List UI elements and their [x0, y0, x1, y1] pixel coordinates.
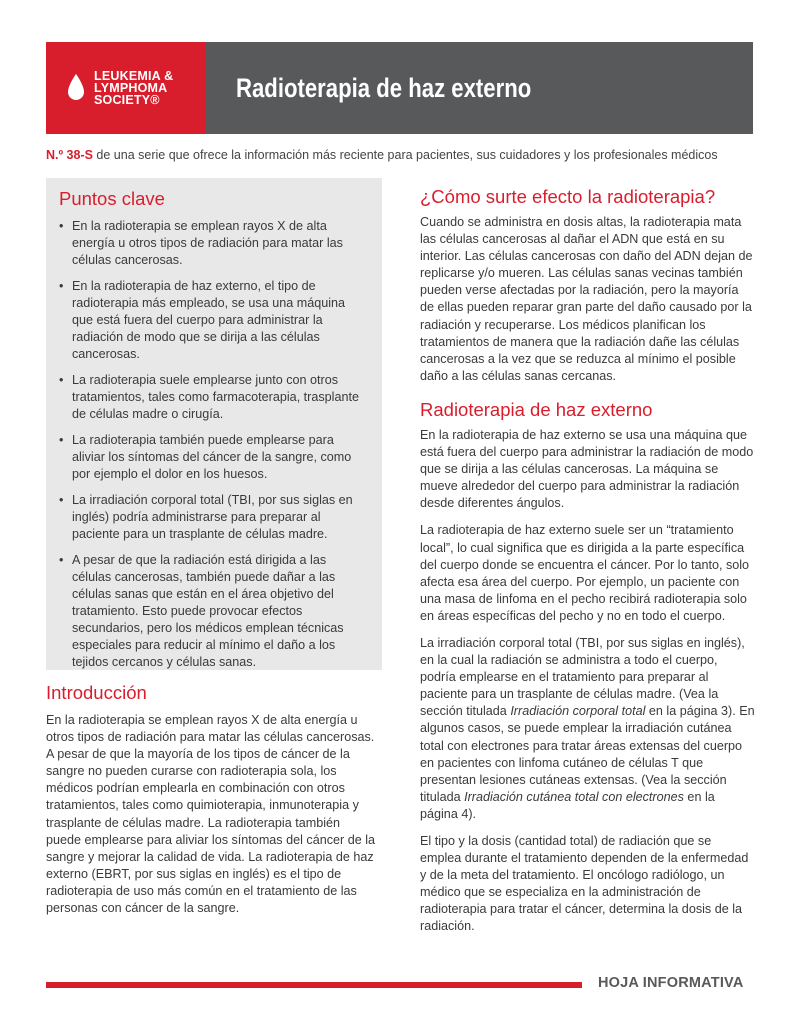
footer-rule [46, 982, 582, 988]
section-reference-electrons: Irradiación cutánea total con electrones [464, 789, 684, 804]
paragraph-text: en la página 4). [420, 789, 715, 821]
logo-line-3: SOCIETY® [94, 93, 160, 107]
intro-paragraph: En la radioterapia se emplean rayos X de alta energía u otros tipos de radiación para matar las células cancerosas. A pesar de que la mayoría de los tipos de cáncer de la sangre no pueden curarse con radioterapia sola, los médicos podrían emplearla en combinación con otros tratamientos, tales como quimioterapia, inmunoterapia y trasplante de células madre. La radioterapia también puede emplearse para aliviar los síntomas del cáncer de la sangre y mejorar la calidad de vida. La radioterapia de haz externo (EBRT, por sus siglas en inglés) es el tipo de radioterapia de uso más común en el tratamiento de las personas con cáncer de la sangre. [46, 713, 376, 916]
external-beam-paragraph-1: En la radioterapia de haz externo se usa una máquina que está fuera del cuerpo para administrar la radiación de modo que se dirija a las células cancerosas. La máquina se mueve alrededor del cuerpo para administrar la radiación desde diferentes ángulos. [420, 427, 754, 511]
how-it-works-paragraph: Cuando se administra en dosis altas, la radioterapia mata las células cancerosas al dañar el ADN que está en su interior. Las células cancerosas con daño del ADN dejan de replicarse y/o mueren. Las células sanas vecinas también pueden verse afectadas por la radiación, pero la mayoría de ellas pueden reparar gran parte del daño causado por la radiación y recuperarse. Los médicos planifican los tratamientos de manera que la radiación dañe las células cancerosas a la vez que se reduzca al mínimo el posible daño a las células sanas cercanas. [420, 215, 753, 383]
intro-section [46, 682, 376, 927]
logo-text [94, 70, 173, 106]
external-beam-paragraph-2: La radioterapia de haz externo suele ser un “tratamiento local”, lo cual significa que es dirigida a la parte específica del cuerpo donde se encuentra el cáncer. Por lo tanto, solo afecta esa área del cuerpo. Por ejemplo, un paciente con una masa de linfoma en el pecho recibirá radioterapia solo en áreas específicas del pecho y no en todo el cuerpo. [420, 523, 750, 623]
key-points-heading: Puntos clave [59, 188, 165, 209]
logo-line-2: LYMPHOMA [94, 81, 168, 95]
key-point-item: • En la radioterapia se emplean rayos X de alta energía u otros tipos de radiación para matar las células cancerosas. [59, 218, 368, 269]
key-point-item: • La radioterapia suele emplearse junto con otros tratamientos, tales como farmacoterapia, trasplante de células madre o cirugía. [59, 372, 368, 423]
series-line [46, 148, 718, 162]
paragraph-text: en la página 3). En algunos casos, se puede emplear la irradiación cutánea total con electrones para tratar áreas extensas del cuerpo en pacientes con linfoma cutáneo de células T que presentan lesiones cutáneas extensas. (Vea la sección titulada [420, 704, 755, 804]
key-point-item: • La radioterapia también puede emplearse para aliviar los síntomas del cáncer de la sangre, como por ejemplo el dolor en los huesos. [59, 432, 368, 483]
right-column [420, 186, 756, 946]
external-beam-paragraph-3 [420, 635, 756, 823]
key-points-list [59, 218, 368, 671]
intro-heading: Introducción [46, 682, 147, 703]
page-title: Radioterapia de haz externo [236, 72, 532, 103]
key-point-item: • La irradiación corporal total (TBI, por sus siglas en inglés) podría administrarse para preparar al paciente para un trasplante de células madre. [59, 492, 368, 543]
lls-logo [46, 42, 206, 134]
key-points-box [46, 178, 382, 670]
paragraph-text: La irradiación corporal total (TBI, por sus siglas en inglés), en la cual la radiación se administra a todo el cuerpo, podría emplearse en el tratamiento para preparar al paciente para un trasplante de células madre. (Vea la sección titulada [420, 635, 745, 719]
external-beam-heading: Radioterapia de haz externo [420, 398, 653, 420]
section-reference-tbi: Irradiación corporal total [510, 704, 646, 719]
blood-drop-icon [66, 73, 86, 103]
key-point-item: • En la radioterapia de haz externo, el tipo de radioterapia más empleado, se usa una máquina que está fuera del cuerpo para administrar la radiación de modo que se dirija a las células cancerosas. [59, 278, 368, 363]
series-text: de una serie que ofrece la información más reciente para pacientes, sus cuidadores y los profesionales médicos [92, 148, 718, 162]
series-number: N.º 38-S [46, 148, 93, 162]
external-beam-paragraph-4: El tipo y la dosis (cantidad total) de radiación que se emplea durante el tratamiento dependen de la enfermedad y de la meta del tratamiento. El oncólogo radiólogo, un médico que se especializa en la administración de radioterapia para tratar el cáncer, determina la dosis de la radiación. [420, 834, 749, 934]
how-it-works-heading: ¿Cómo surte efecto la radioterapia? [420, 186, 716, 207]
logo-line-1: LEUKEMIA & [94, 69, 174, 83]
key-point-item: • A pesar de que la radiación está dirigida a las células cancerosas, también puede dañar a las células sanas que están en el área objetivo del tratamiento. Esto puede provocar efectos secundarios, pero los médicos emplean técnicas especiales para reducir al mínimo el daño a los tejidos cercanos y células sanas. [59, 552, 368, 671]
title-banner [206, 42, 753, 134]
footer-label: HOJA INFORMATIVA [598, 975, 744, 991]
page-header [46, 42, 753, 134]
